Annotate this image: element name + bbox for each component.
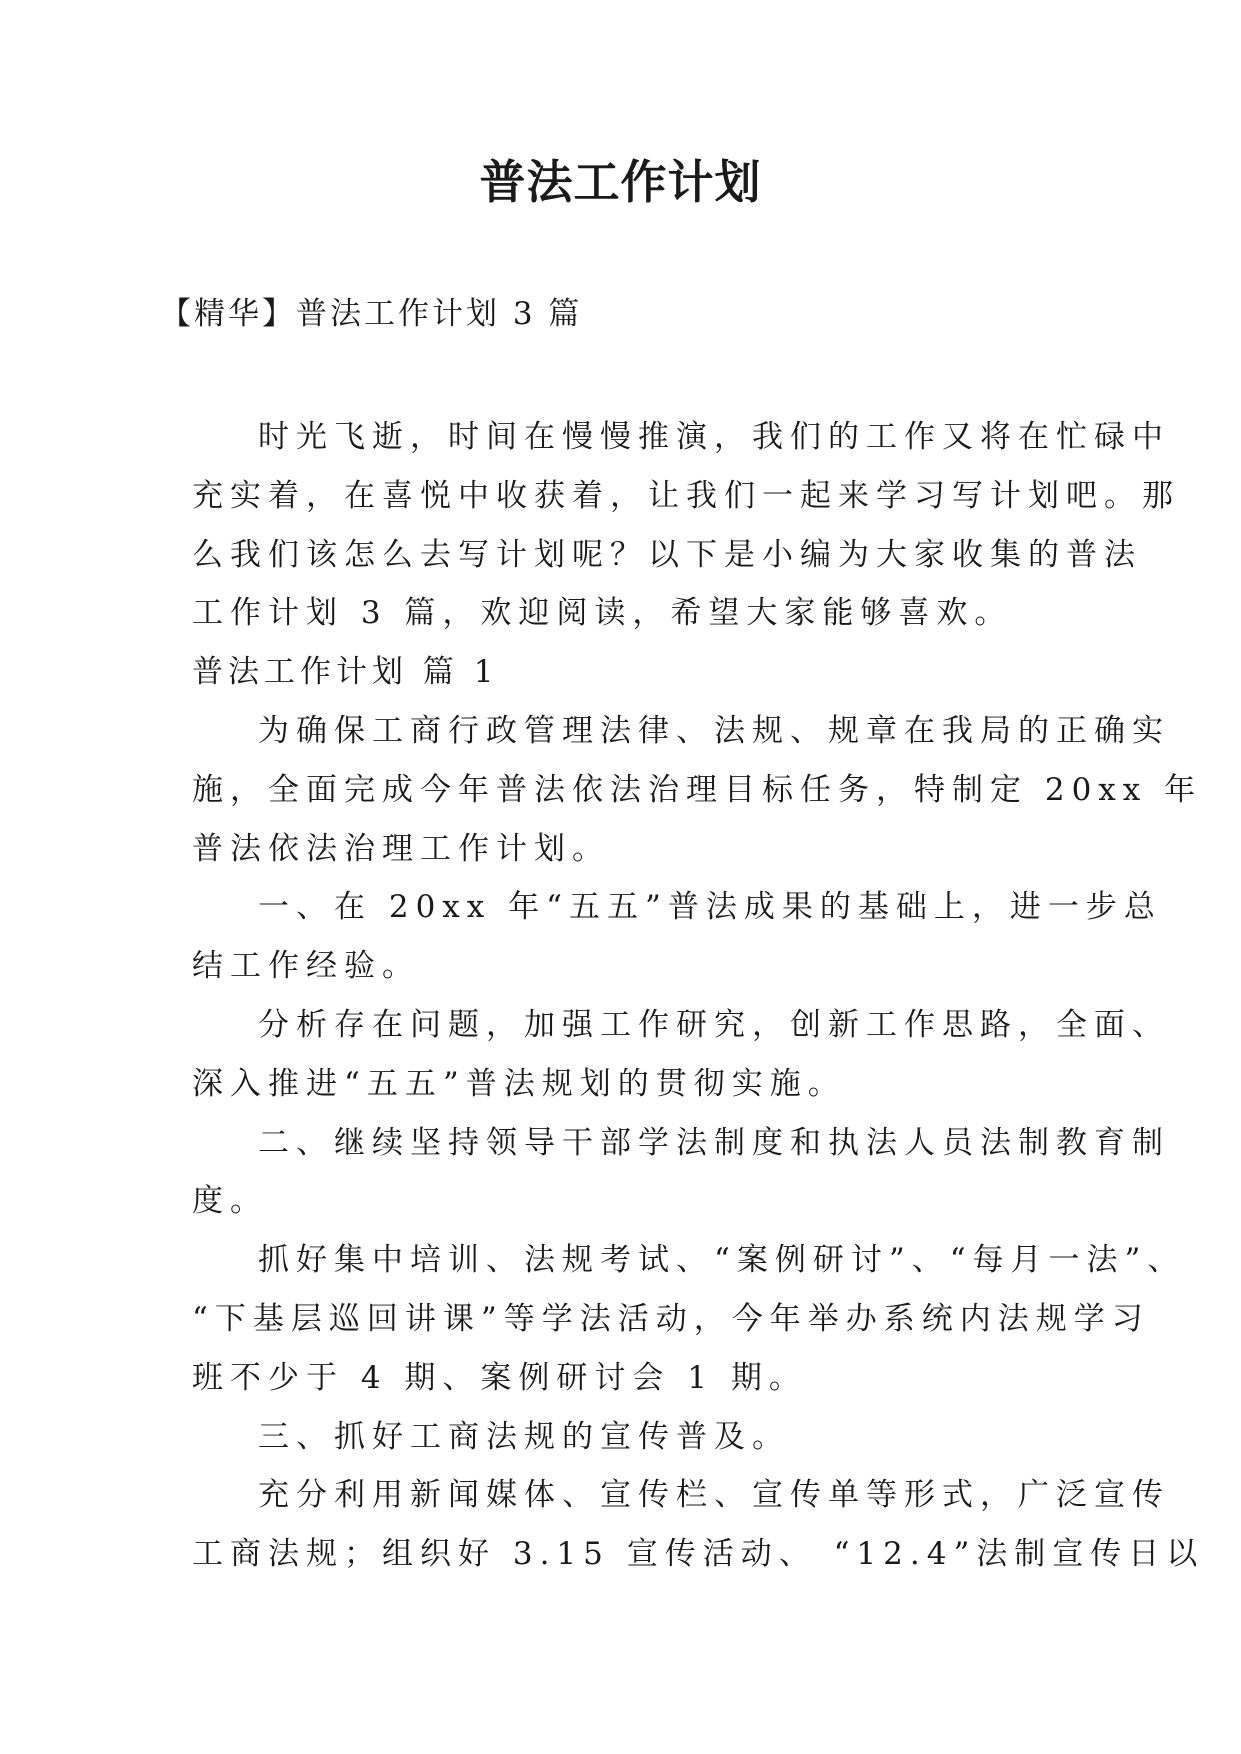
text-line: 充分利用新闻媒体、宣传栏、宣传单等形式，广泛宣传 <box>258 1477 1170 1514</box>
text-line: 深入推进“五五”普法规划的贯彻实施。 <box>192 1065 846 1102</box>
document-body <box>192 408 1205 1584</box>
text-line: 一、在 20xx 年“五五”普法成果的基础上，进一步总 <box>258 889 1162 926</box>
text-line: 结工作经验。 <box>192 948 420 985</box>
text-line: 三、抓好工商法规的宣传普及。 <box>258 1418 790 1455</box>
text-line: 普法依法治理工作计划。 <box>192 830 610 867</box>
text-line: 工商法规；组织好 3.15 宣传活动、 “12.4”法制宣传日以 <box>192 1536 1205 1573</box>
text-line: 么我们该怎么去写计划呢？以下是小编为大家收集的普法 <box>192 536 1142 573</box>
text-line: 时光飞逝，时间在慢慢推演，我们的工作又将在忙碌中 <box>258 419 1170 455</box>
text-line: 施，全面完成今年普法依法治理目标任务，特制定 20xx 年 <box>192 771 1203 808</box>
text-line: 分析存在问题，加强工作研究，创新工作思路，全面、 <box>258 1006 1170 1043</box>
page-title: 普法工作计划 <box>479 155 762 209</box>
text-line: “下基层巡回讲课”等学法活动，今年举办系统内法规学习 <box>192 1300 1150 1337</box>
text-line: 充实着，在喜悦中收获着，让我们一起来学习写计划吧。那 <box>192 477 1180 514</box>
text-line: 班不少于 4 期、案例研讨会 1 期。 <box>192 1359 807 1396</box>
text-line: 度。 <box>192 1183 268 1220</box>
text-line: 二、继续坚持领导干部学法制度和执法人员法制教育制 <box>258 1124 1170 1161</box>
text-line: 抓好集中培训、法规考试、“案例研讨”、“每月一法”、 <box>258 1242 1186 1279</box>
document-subtitle: 【精华】普法工作计划 3 篇 <box>160 296 583 332</box>
text-line: 工作计划 3 篇，欢迎阅读，希望大家能够喜欢。 <box>192 595 1013 632</box>
text-line: 为确保工商行政管理法律、法规、规章在我局的正确实 <box>258 712 1170 749</box>
section-heading: 普法工作计划 篇 1 <box>192 654 499 691</box>
